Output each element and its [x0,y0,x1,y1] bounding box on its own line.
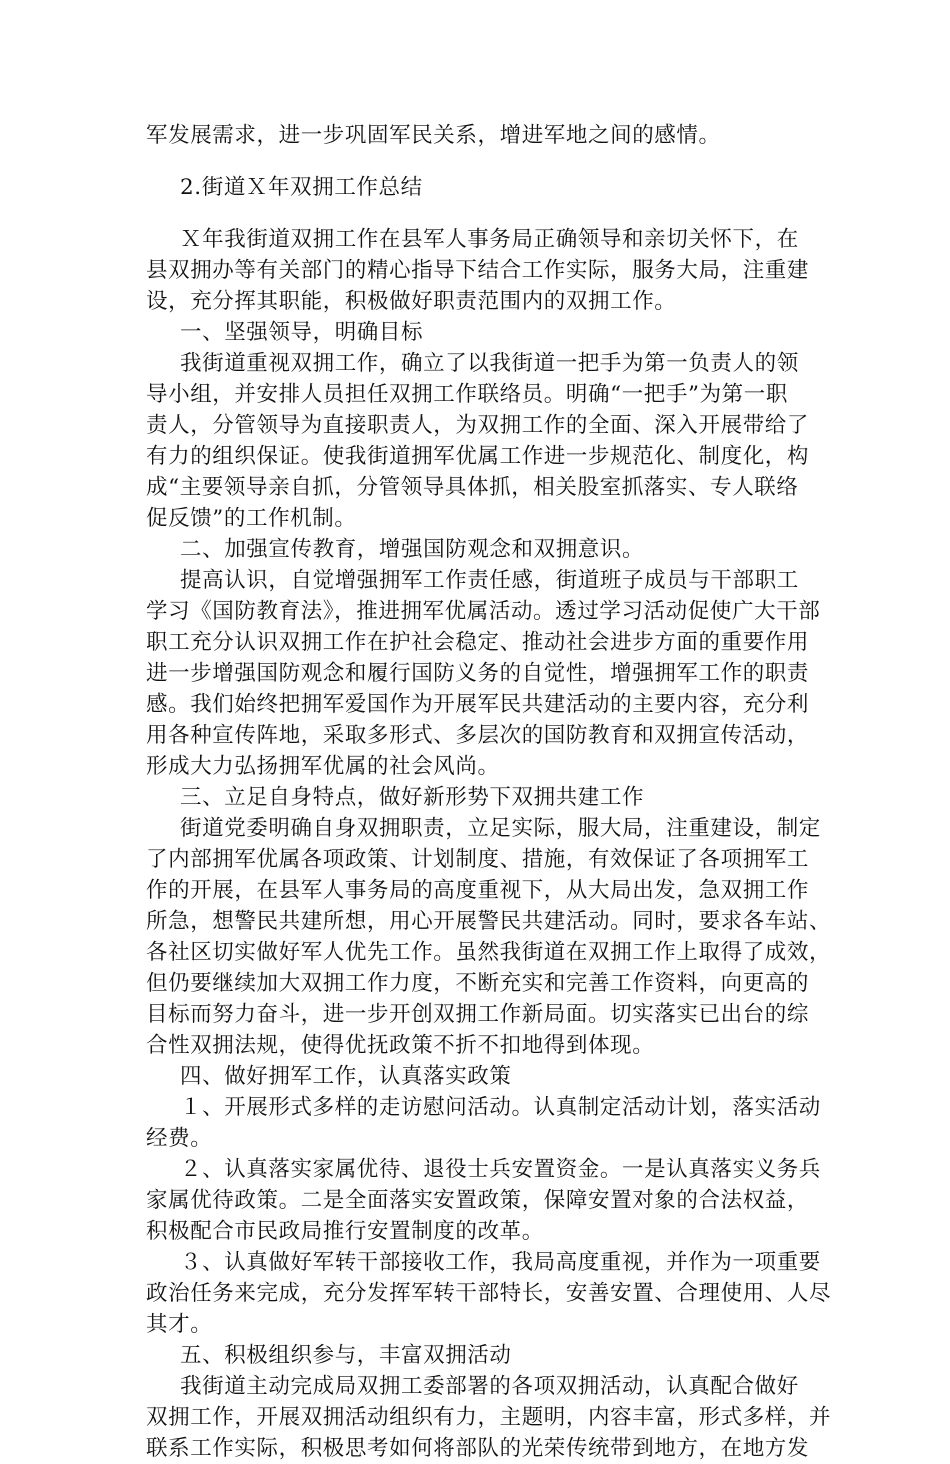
paragraph-line: 军发展需求，进一步巩固军民关系，增进军地之间的感情。 [146,123,721,148]
paragraph-line: 合性双拥法规，使得优抚政策不折不扣地得到体现。 [146,1033,655,1058]
paragraph-line: 各社区切实做好军人优先工作。虽然我街道在双拥工作上取得了成效， [146,940,832,965]
paragraph-line: 家属优待政策。二是全面落实安置政策，保障安置对象的合法权益， [146,1188,810,1213]
paragraph-line: 政治任务来完成，充分发挥军转干部特长，安善安置、合理使用、人尽 [146,1281,832,1306]
paragraph-line: 目标而努力奋斗，进一步开创双拥工作新局面。切实落实已出台的综 [146,1002,810,1027]
paragraph-line: 学习《国防教育法》，推进拥军优属活动。透过学习活动促使广大干部 [146,599,821,624]
paragraph-line: 其才。 [146,1312,213,1337]
paragraph-line: 提高认识，自觉增强拥军工作责任感，街道班子成员与干部职工 [180,568,799,593]
paragraph-line: 我街道重视双拥工作，确立了以我街道一把手为第一负责人的领 [180,351,799,376]
paragraph-line: 但仍要继续加大双拥工作力度，不断充实和完善工作资料，向更高的 [146,971,810,996]
paragraph-line: 双拥工作，开展双拥活动组织有力，主题明，内容丰富，形式多样，并 [146,1405,832,1430]
lead-paragraph [146,120,806,151]
paragraph-line: 设，充分挥其职能，积极做好职责范围内的双拥工作。 [146,289,677,314]
list-item: ３、认真做好军转干部接收工作，我局高度重视，并作为一项重要 [180,1250,821,1275]
paragraph-line: 进一步增强国防观念和履行国防义务的自觉性，增强拥军工作的职责 [146,661,810,686]
paragraph-line: 所急，想警民共建所想，用心开展警民共建活动。同时，要求各车站、 [146,909,832,934]
paragraph-line: 县双拥办等有关部门的精心指导下结合工作实际，服务大局，注重建 [146,258,810,283]
section-heading: 一、坚强领导，明确目标 [180,320,424,345]
section-heading: 四、做好拥军工作，认真落实政策 [180,1064,512,1089]
section-heading: 五、积极组织参与，丰富双拥活动 [180,1343,512,1368]
section-title [146,172,806,203]
document-body [146,224,832,1464]
section-heading: 二、加强宣传教育，增强国防观念和双拥意识。 [180,537,645,562]
section-title-text: 2.街道Ｘ年双拥工作总结 [180,175,423,200]
paragraph-line: 成“主要领导亲自抓，分管领导具体抓，相关股室抓落实、专人联络 [146,475,799,500]
paragraph-line: 积极配合市民政局推行安置制度的改革。 [146,1219,544,1244]
paragraph-line: 联系工作实际，积极思考如何将部队的光荣传统带到地方，在地方发 [146,1436,810,1461]
paragraph-line: 导小组，并安排人员担任双拥工作联络员。明确“一把手”为第一职 [146,382,788,407]
paragraph-line: 有力的组织保证。使我街道拥军优属工作进一步规范化、制度化，构 [146,444,810,469]
paragraph-line: 经费。 [146,1126,213,1151]
list-item: ２、认真落实家属优待、退役士兵安置资金。一是认真落实义务兵 [180,1157,821,1182]
paragraph-line: 责人，分管领导为直接职责人，为双拥工作的全面、深入开展带给了 [146,413,810,438]
paragraph-line: 用各种宣传阵地，采取多形式、多层次的国防教育和双拥宣传活动， [146,723,810,748]
paragraph-line: 形成大力弘扬拥军优属的社会风尚。 [146,754,500,779]
paragraph-line: 促反馈”的工作机制。 [146,506,357,531]
paragraph-line: 感。我们始终把拥军爱国作为开展军民共建活动的主要内容，充分利 [146,692,810,717]
paragraph-line: 我街道主动完成局双拥工委部署的各项双拥活动，认真配合做好 [180,1374,799,1399]
section-heading: 三、立足自身特点，做好新形势下双拥共建工作 [180,785,645,810]
paragraph-line: Ｘ年我街道双拥工作在县军人事务局正确领导和亲切关怀下，在 [180,227,799,252]
paragraph-line: 了内部拥军优属各项政策、计划制度、措施，有效保证了各项拥军工 [146,847,810,872]
paragraph-line: 街道党委明确自身双拥职责，立足实际，服大局，注重建设，制定 [180,816,821,841]
paragraph-line: 职工充分认识双拥工作在护社会稳定、推动社会进步方面的重要作用 [146,630,810,655]
list-item: １、开展形式多样的走访慰问活动。认真制定活动计划，落实活动 [180,1095,821,1120]
paragraph-line: 作的开展，在县军人事务局的高度重视下，从大局出发，急双拥工作 [146,878,810,903]
